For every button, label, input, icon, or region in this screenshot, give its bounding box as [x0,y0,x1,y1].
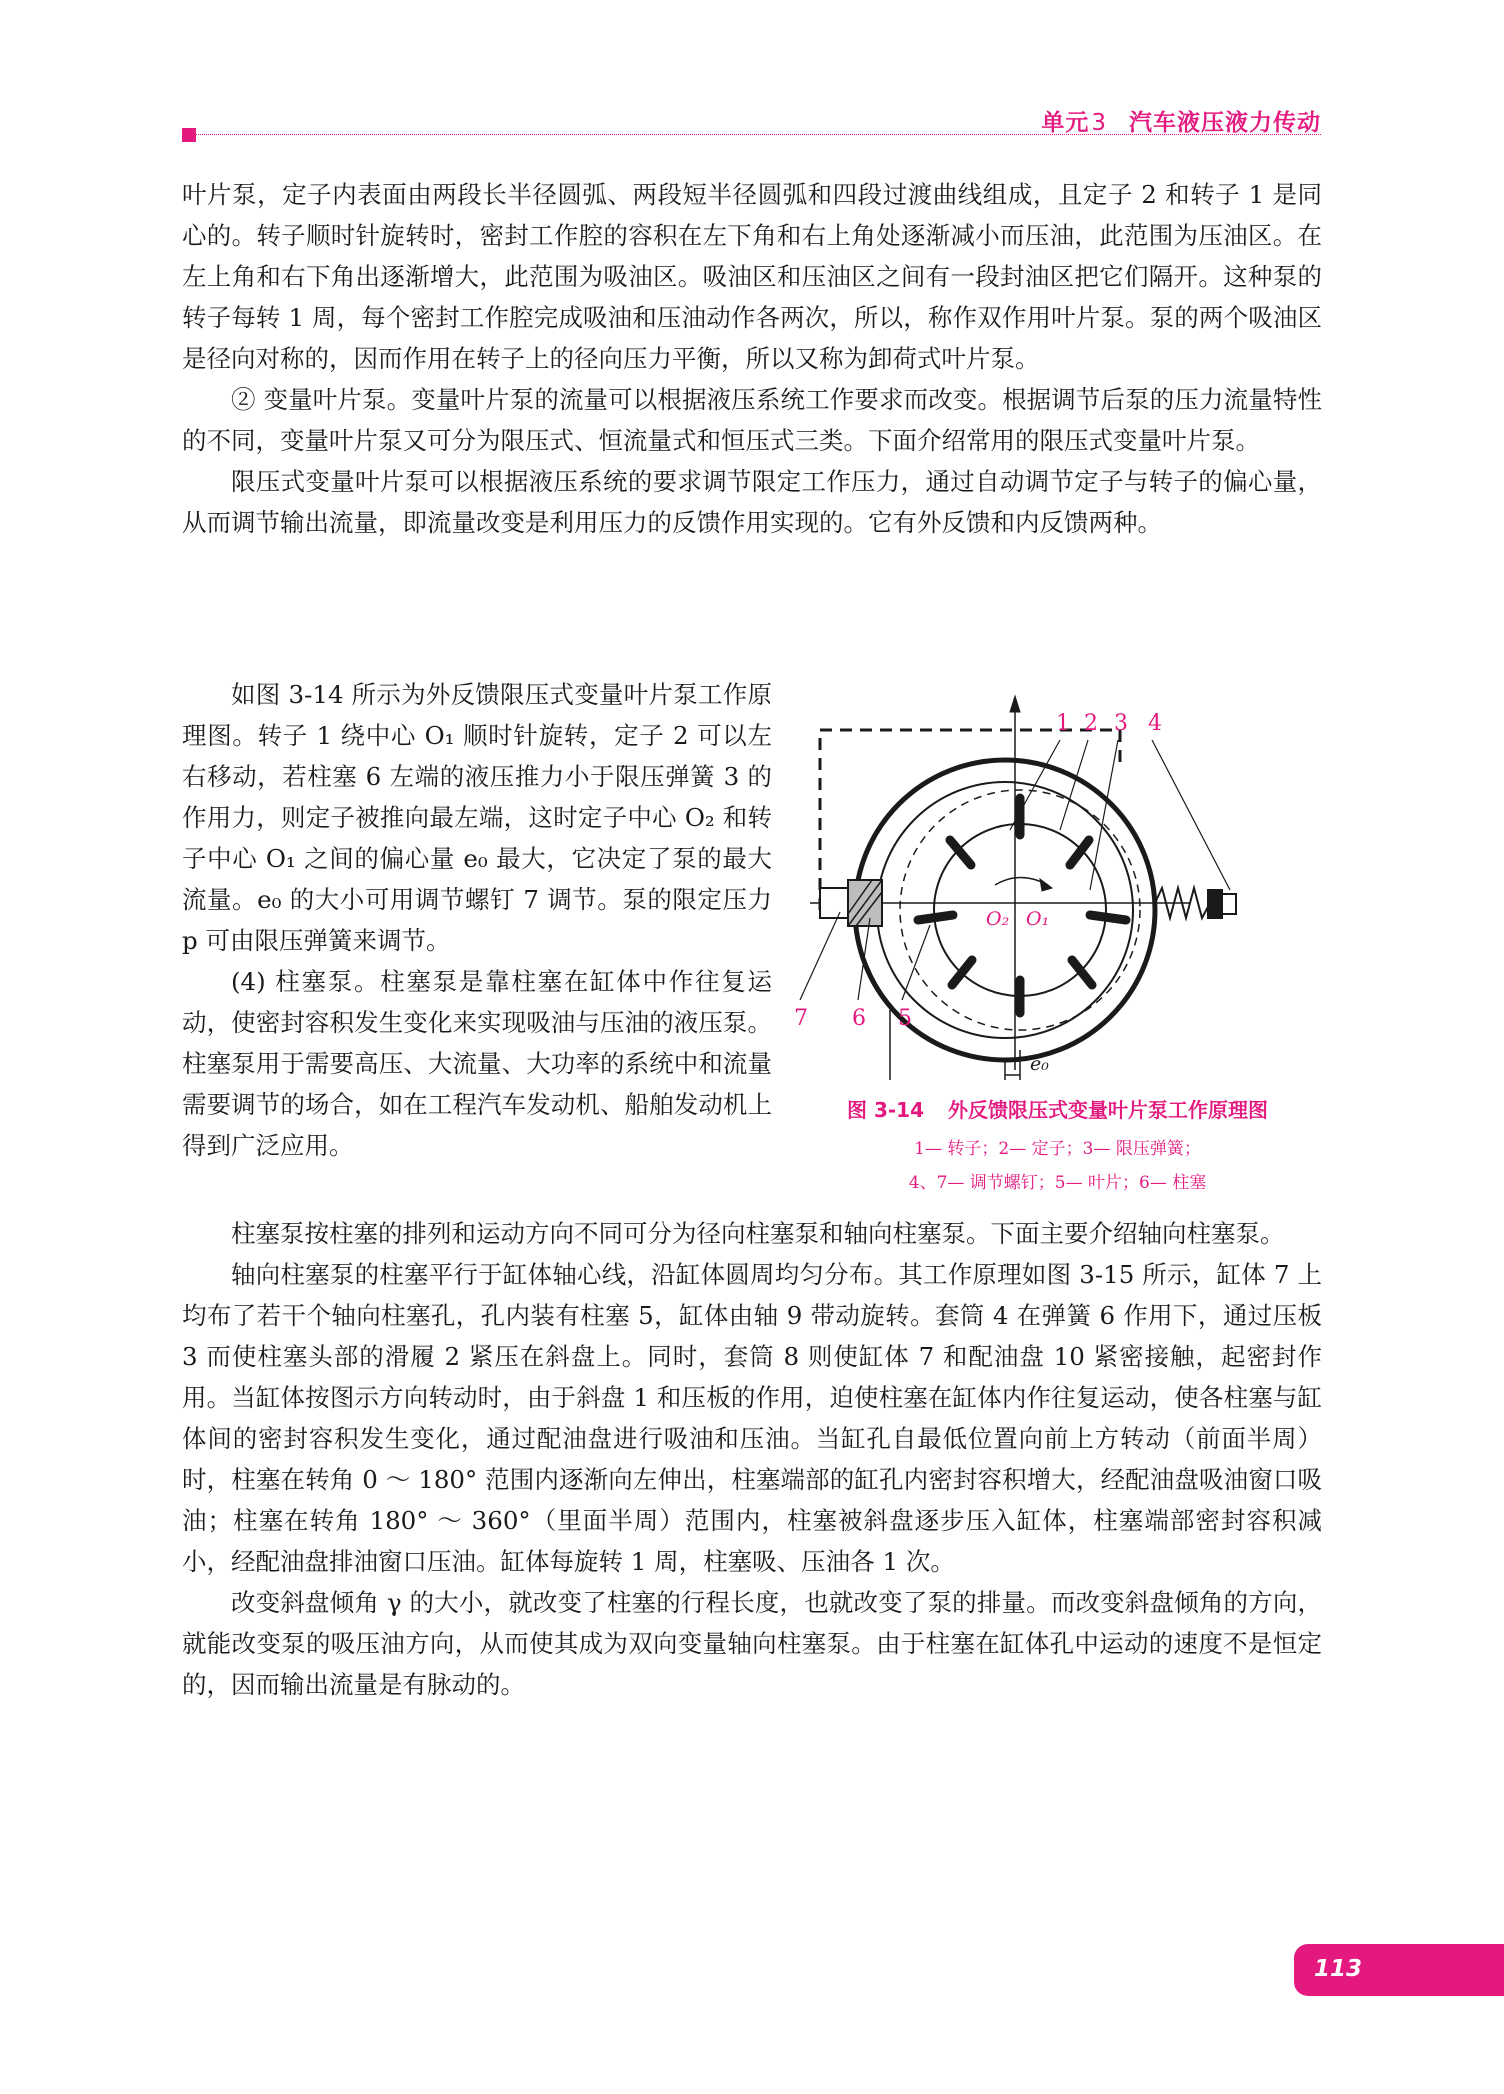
chapter-title: 汽车液压液力传动 [1129,110,1321,136]
body-text-side [182,674,772,1166]
header-marker [182,128,196,142]
paragraph: (4) 柱塞泵。柱塞泵是靠柱塞在缸体中作往复运动，使密封容积发生变化来实现吸油与压油的液压泵。柱塞泵用于需要高压、大流量、大功率的系统中和流量需要调节的场合，如在工程汽车发动机、船舶发动机上得到广泛应用。 [182,967,772,1160]
figure-legend-line-1: 1— 转子；2— 定子；3— 限压弹簧； [914,1139,1201,1159]
header-divider [182,134,1321,135]
figure-number: 图 3-14 [846,1098,924,1122]
unit-label: 单元 [1041,110,1090,136]
adjusting-screw-7 [820,888,848,918]
callout-5: 5 [898,1006,912,1031]
page-number: 113 [1314,1956,1363,1982]
figure-legend-line-2: 4、7— 调节螺钉；5— 叶片；6— 柱塞 [908,1173,1207,1193]
paragraph: 柱塞泵按柱塞的排列和运动方向不同可分为径向柱塞泵和轴向柱塞泵。下面主要介绍轴向柱塞泵。 [231,1219,1285,1248]
vane-pump-diagram [790,680,1326,1080]
vanes [918,798,1126,1013]
running-header [1041,104,1321,137]
paragraph: 叶片泵，定子内表面由两段长半径圆弧、两段短半径圆弧和四段过渡曲线组成，且定子 2 和转子 1 是同心的。转子顺时针旋转时，密封工作腔的容积在左下角和右上角处逐渐减小而压油，此范围为压油区。在左上角和右下角出逐渐增大，此范围为吸油区。吸油区和压油区之间有一段封油区把它们隔开。这种泵的转子每转 1 周，每个密封工作腔完成吸油和压油动作各两次，所以，称作双作用叶片泵。泵的两个吸油区是径向对称的，因而作用在转子上的径向压力平衡，所以又称为卸荷式叶片泵。 [182,180,1322,373]
paragraph: 改变斜盘倾角 γ 的大小，就改变了柱塞的行程长度，也就改变了泵的排量。而改变斜盘倾角的方向，就能改变泵的吸压油方向，从而使其成为双向变量轴向柱塞泵。由于柱塞在缸体孔中运动的速度不是恒定的，因而输出流量是有脉动的。 [182,1588,1322,1699]
callout-3: 3 [1114,711,1128,736]
unit-number: 3 [1091,110,1107,136]
callout-7: 7 [794,1006,808,1031]
page-number-tab [1294,1944,1504,1996]
callout-4: 4 [1148,711,1162,736]
callout-2: 2 [1084,711,1098,736]
body-text-bottom [182,1213,1322,1705]
paragraph: 轴向柱塞泵的柱塞平行于缸体轴心线，沿缸体圆周均匀分布。其工作原理如图 3-15 所示，缸体 7 上均布了若干个轴向柱塞孔，孔内装有柱塞 5，缸体由轴 9 带动旋转。套筒 4 在弹簧 6 作用下，通过压板 3 而使柱塞头部的滑履 2 紧压在斜盘上。同时，套筒 8 则使缸体 7 和配油盘 10 紧密接触，起密封作用。当缸体按图示方向转动时，由于斜盘 1 和压板的作用，迫使柱塞在缸体内作往复运动，使各柱塞与缸体间的密封容积发生变化，通过配油盘进行吸油和压油。当缸孔自最低位置向前上方转动（前面半周）时，柱塞在转角 0 ～ 180° 范围内逐渐向左伸出，柱塞端部的缸孔内密封容积增大，经配油盘吸油窗口吸油；柱塞在转角 180° ～ 360°（里面半周）范围内，柱塞被斜盘逐步压入缸体，柱塞端部密封容积减小，经配油盘排油窗口压油。缸体每旋转 1 周，柱塞吸、压油各 1 次。 [182,1260,1322,1576]
figure-title: 外反馈限压式变量叶片泵工作原理图 [948,1098,1268,1122]
paragraph: ② 变量叶片泵。变量叶片泵的流量可以根据液压系统工作要求而改变。根据调节后泵的压力流量特性的不同，变量叶片泵又可分为限压式、恒流量式和恒压式三类。下面介绍常用的限压式变量叶片泵。 [182,385,1322,455]
figure-caption [785,1094,1330,1123]
axis-arrow [1010,696,1020,712]
paragraph: 限压式变量叶片泵可以根据液压系统的要求调节限定工作压力，通过自动调节定子与转子的偏心量，从而调节输出流量，即流量改变是利用压力的反馈作用实现的。它有外反馈和内反馈两种。 [182,467,1322,537]
center-o2-label: O₂ [986,908,1010,930]
paragraph: 如图 3-14 所示为外反馈限压式变量叶片泵工作原理图。转子 1 绕中心 O₁ 顺时针旋转，定子 2 可以左右移动，若柱塞 6 左端的液压推力小于限压弹簧 3 的作用力，则定子被推向最左端，这时定子中心 O₂ 和转子中心 O₁ 之间的偏心量 e₀ 最大，它决定了泵的最大流量。e₀ 的大小可用调节螺钉 7 调节。泵的限定压力 p 可由限压弹簧来调节。 [182,680,772,955]
body-text-top [182,174,1322,543]
callout-1: 1 [1056,711,1070,736]
adjusting-screw-4 [1208,890,1222,918]
eccentricity-label: e₀ [1030,1053,1049,1075]
figure-3-14-diagram [790,680,1326,1080]
callout-6: 6 [852,1006,866,1031]
center-o1-label: O₁ [1026,908,1050,930]
